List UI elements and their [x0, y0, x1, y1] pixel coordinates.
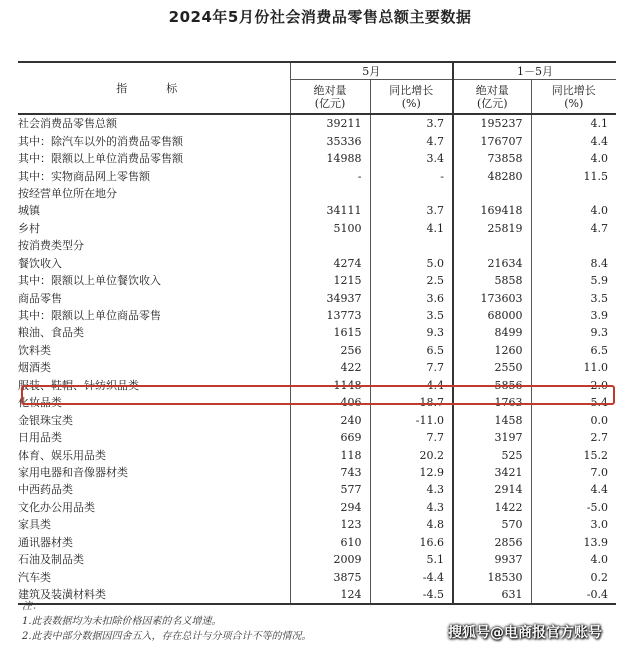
- may-yoy-value: 20.2: [370, 446, 453, 463]
- may-yoy-value: -4.5: [370, 586, 453, 604]
- ytd-abs-value: 173603: [453, 289, 531, 306]
- footnote-heading: 注：: [22, 601, 42, 612]
- row-label: 其中：除汽车以外的消费品零售额: [18, 132, 290, 149]
- may-abs-value: 256: [340, 343, 362, 357]
- may-abs-value: 123: [340, 518, 362, 532]
- may-yoy-value: 3.7: [370, 202, 453, 219]
- may-yoy-value: 4.4: [370, 377, 453, 394]
- ytd-yoy-value: 13.9: [531, 534, 616, 551]
- may-abs-value: 406: [340, 396, 362, 410]
- row-label: 按消费类型分: [18, 237, 290, 254]
- ytd-yoy-value: 4.7: [531, 220, 616, 237]
- table-row: [18, 516, 616, 533]
- table-row: [18, 429, 616, 446]
- ytd-yoy-value: -5.0: [531, 499, 616, 516]
- may-yoy-header: 同比增长 (%): [370, 80, 453, 115]
- ytd-yoy-value: [531, 237, 616, 254]
- ytd-abs-value: 176707: [453, 132, 531, 149]
- may-yoy-value: -4.4: [370, 568, 453, 585]
- ytd-yoy-value: 3.5: [531, 289, 616, 306]
- table-row: [18, 324, 616, 341]
- may-abs-value: 1148: [333, 378, 362, 392]
- ytd-yoy-value: 2.0: [531, 377, 616, 394]
- row-label: 其中：限额以上单位商品零售: [18, 307, 290, 324]
- may-yoy-value: 3.7: [370, 114, 453, 132]
- ytd-abs-value: 8499: [453, 324, 531, 341]
- ytd-abs-value: 570: [453, 516, 531, 533]
- may-abs-header: 绝对量 (亿元): [313, 83, 347, 110]
- row-label: 餐饮收入: [18, 255, 290, 272]
- table-row: [18, 359, 616, 376]
- table-row: [18, 307, 616, 324]
- ytd-yoy-value: 4.0: [531, 551, 616, 568]
- may-yoy-value: 2.5: [370, 272, 453, 289]
- table-row: [18, 499, 616, 516]
- may-abs-value: 577: [340, 483, 362, 497]
- row-label: 其中：限额以上单位餐饮收入: [18, 272, 290, 289]
- may-abs-value: 1215: [333, 274, 362, 288]
- table-row: [18, 167, 616, 184]
- table-row: [18, 202, 616, 219]
- table-row: [18, 534, 616, 551]
- may-yoy-value: 4.3: [370, 481, 453, 498]
- row-label: 家具类: [18, 516, 290, 533]
- table-row: [18, 185, 616, 202]
- table-row: [18, 568, 616, 585]
- may-abs-value: 5100: [333, 221, 362, 235]
- ytd-abs-value: 48280: [453, 167, 531, 184]
- row-label: 建筑及装潢材料类: [18, 586, 290, 604]
- ytd-abs-value: 2550: [453, 359, 531, 376]
- ytd-yoy-value: 4.4: [531, 481, 616, 498]
- may-abs-value: 35336: [326, 134, 362, 148]
- period-may-header: 5月: [290, 62, 453, 80]
- may-abs-value: 240: [340, 413, 362, 427]
- row-label: 商品零售: [18, 289, 290, 306]
- row-label: 城镇: [18, 202, 290, 219]
- may-abs-value: 14988: [326, 152, 362, 166]
- ytd-yoy-value: [531, 185, 616, 202]
- row-label: 通讯器材类: [18, 534, 290, 551]
- table-row: [18, 114, 616, 132]
- may-abs-value: [290, 237, 370, 254]
- may-abs-value: 422: [340, 361, 362, 375]
- table-row: [18, 132, 616, 149]
- may-yoy-value: -: [370, 167, 453, 184]
- ytd-yoy-value: 4.4: [531, 132, 616, 149]
- page-title: 2024年5月份社会消费品零售总额主要数据: [168, 8, 472, 26]
- ytd-abs-value: 195237: [453, 114, 531, 132]
- ytd-yoy-value: 3.9: [531, 307, 616, 324]
- ytd-yoy-value: 6.5: [531, 342, 616, 359]
- may-abs-value: 2009: [333, 553, 362, 567]
- may-abs-value: -: [357, 169, 362, 183]
- ytd-yoy-value: 5.9: [531, 272, 616, 289]
- may-yoy-value: 4.1: [370, 220, 453, 237]
- ytd-abs-header: 绝对量 (亿元): [453, 80, 531, 115]
- row-label: 金银珠宝类: [18, 411, 290, 428]
- ytd-yoy-value: 11.5: [531, 167, 616, 184]
- table-row: [18, 342, 616, 359]
- ytd-yoy-value: 4.0: [531, 202, 616, 219]
- row-label: 乡村: [18, 220, 290, 237]
- may-abs-value: 13773: [326, 309, 362, 323]
- row-label: 粮油、食品类: [18, 324, 290, 341]
- ytd-abs-value: 1763: [453, 394, 531, 411]
- row-label: 饮料类: [18, 342, 290, 359]
- may-abs-value: 4274: [333, 256, 362, 270]
- ytd-yoy-value: 5.4: [531, 394, 616, 411]
- ytd-abs-value: 2914: [453, 481, 531, 498]
- ytd-yoy-value: 9.3: [531, 324, 616, 341]
- footnote-1: 1.此表数据均为未扣除价格因素的名义增速。: [22, 616, 222, 627]
- period-jan-may-header: 1－5月: [453, 62, 616, 80]
- may-yoy-value: 3.5: [370, 307, 453, 324]
- ytd-abs-value: 1458: [453, 411, 531, 428]
- table-row: [18, 446, 616, 463]
- may-yoy-value: [370, 237, 453, 254]
- may-yoy-value: 4.3: [370, 499, 453, 516]
- row-label: 文化办公用品类: [18, 499, 290, 516]
- ytd-yoy-value: 0.0: [531, 411, 616, 428]
- ytd-abs-value: 25819: [453, 220, 531, 237]
- row-label: 烟酒类: [18, 359, 290, 376]
- ytd-yoy-value: 8.4: [531, 255, 616, 272]
- may-yoy-value: 4.7: [370, 132, 453, 149]
- may-yoy-value: 16.6: [370, 534, 453, 551]
- row-label: 汽车类: [18, 568, 290, 585]
- table-row: [18, 150, 616, 167]
- table-row: [18, 551, 616, 568]
- ytd-abs-value: 3197: [453, 429, 531, 446]
- table-row: [18, 464, 616, 481]
- table-row: [18, 237, 616, 254]
- table-row: [18, 377, 616, 394]
- ytd-abs-value: 525: [453, 446, 531, 463]
- table-row: [18, 272, 616, 289]
- may-yoy-value: 5.0: [370, 255, 453, 272]
- may-yoy-value: 7.7: [370, 429, 453, 446]
- ytd-yoy-value: 4.0: [531, 150, 616, 167]
- may-abs-value: 34111: [326, 204, 362, 218]
- ytd-abs-value: [453, 185, 531, 202]
- row-label: 服装、鞋帽、针纺织品类: [18, 377, 290, 394]
- indicator-header: 指 标: [18, 62, 290, 114]
- footnotes: [22, 599, 312, 644]
- ytd-abs-value: 631: [453, 586, 531, 604]
- may-abs-value: 610: [340, 535, 362, 549]
- may-abs-value: 1615: [333, 326, 362, 340]
- ytd-abs-value: 3421: [453, 464, 531, 481]
- ytd-yoy-value: 15.2: [531, 446, 616, 463]
- may-abs-value: 669: [340, 431, 362, 445]
- may-abs-value: 743: [340, 465, 362, 479]
- may-yoy-value: [370, 185, 453, 202]
- may-yoy-value: 12.9: [370, 464, 453, 481]
- may-abs-value: 118: [340, 448, 362, 462]
- ytd-yoy-value: 7.0: [531, 464, 616, 481]
- ytd-yoy-value: -0.4: [531, 586, 616, 604]
- retail-sales-table: [18, 61, 616, 605]
- may-abs-value: 124: [290, 586, 370, 604]
- row-label: 家用电器和音像器材类: [18, 464, 290, 481]
- ytd-yoy-value: 11.0: [531, 359, 616, 376]
- row-label: 体育、娱乐用品类: [18, 446, 290, 463]
- ytd-yoy-value: 2.7: [531, 429, 616, 446]
- source-watermark: 搜狐号@电商报官方账号: [448, 625, 602, 641]
- may-abs-value: 294: [340, 500, 362, 514]
- table-row: [18, 255, 616, 272]
- ytd-abs-value: 5858: [453, 272, 531, 289]
- table-row: [18, 220, 616, 237]
- row-label: 石油及制品类: [18, 551, 290, 568]
- may-yoy-value: 5.1: [370, 551, 453, 568]
- row-label: 中西药品类: [18, 481, 290, 498]
- row-label: 其中：限额以上单位消费品零售额: [18, 150, 290, 167]
- table-row: [18, 481, 616, 498]
- may-abs-value: 34937: [326, 291, 362, 305]
- may-yoy-value: 6.5: [370, 342, 453, 359]
- may-yoy-value: 18.7: [370, 394, 453, 411]
- may-abs-value: [290, 185, 370, 202]
- row-label: 其中：实物商品网上零售额: [18, 167, 290, 184]
- ytd-abs-value: 1422: [453, 499, 531, 516]
- ytd-abs-value: 68000: [453, 307, 531, 324]
- ytd-yoy-header: 同比增长 (%): [531, 80, 616, 115]
- may-abs-value: 39211: [326, 117, 362, 131]
- ytd-abs-value: 18530: [453, 568, 531, 585]
- table-row: [18, 394, 616, 411]
- ytd-abs-value: [453, 237, 531, 254]
- may-yoy-value: 3.6: [370, 289, 453, 306]
- footnote-2: 2.此表中部分数据因四舍五入，存在总计与分项合计不等的情况。: [22, 631, 312, 642]
- may-yoy-value: 9.3: [370, 324, 453, 341]
- ytd-abs-value: 21634: [453, 255, 531, 272]
- row-label: 按经营单位所在地分: [18, 185, 290, 202]
- ytd-abs-value: 73858: [453, 150, 531, 167]
- ytd-yoy-value: 4.1: [531, 114, 616, 132]
- ytd-yoy-value: 0.2: [531, 568, 616, 585]
- may-yoy-value: 4.8: [370, 516, 453, 533]
- table-row: [18, 411, 616, 428]
- ytd-abs-value: 9937: [453, 551, 531, 568]
- may-yoy-value: 7.7: [370, 359, 453, 376]
- row-label: 社会消费品零售总额: [18, 114, 290, 132]
- table-row: [18, 289, 616, 306]
- may-yoy-value: -11.0: [370, 411, 453, 428]
- ytd-abs-value: 5856: [453, 377, 531, 394]
- row-label: 化妆品类: [18, 394, 290, 411]
- ytd-yoy-value: 3.0: [531, 516, 616, 533]
- may-abs-value: 3875: [333, 570, 362, 584]
- ytd-abs-value: 2856: [453, 534, 531, 551]
- row-label: 日用品类: [18, 429, 290, 446]
- ytd-abs-value: 169418: [453, 202, 531, 219]
- may-yoy-value: 3.4: [370, 150, 453, 167]
- ytd-abs-value: 1260: [453, 342, 531, 359]
